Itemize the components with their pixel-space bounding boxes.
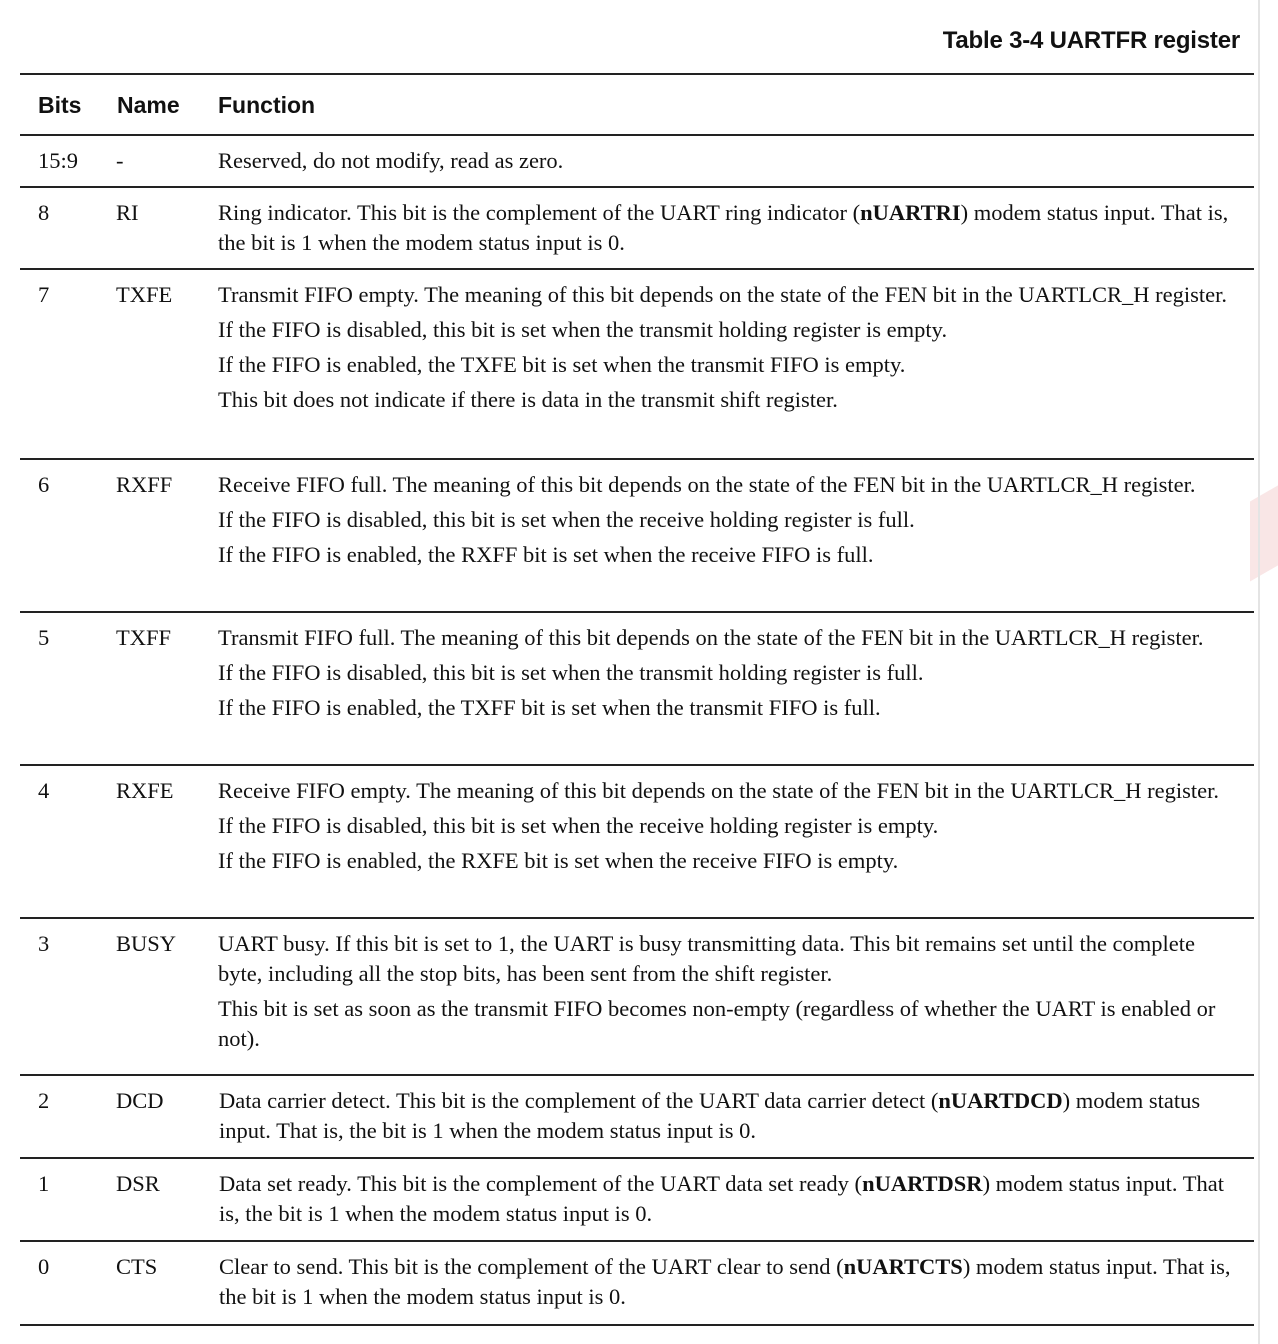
text-segment: ) modem status input. That is, the bit is 1 when the modem status input is 0. xyxy=(219,1171,1224,1226)
function-paragraph: This bit is set as soon as the transmit FIFO becomes non-empty (regardless of whether the UART is enabled or not). xyxy=(218,996,1216,1051)
text-segment: ) modem status input. That is, the bit is 1 when the modem status input is 0. xyxy=(219,1254,1231,1309)
function-paragraph: Transmit FIFO empty. The meaning of this bit depends on the state of the FEN bit in the UARTLCR_H register. xyxy=(218,282,1227,307)
header-bits: Bits xyxy=(38,92,82,118)
cell-function xyxy=(218,270,1254,415)
cell-function xyxy=(218,613,1254,723)
cell-name: CTS xyxy=(116,1254,158,1279)
cell-name: DCD xyxy=(116,1088,164,1113)
cell-bits: 6 xyxy=(38,472,50,497)
cell-name: RXFE xyxy=(116,778,174,803)
cell-bits: 15:9 xyxy=(38,148,79,173)
register-table xyxy=(20,73,1254,1326)
function-paragraph: If the FIFO is disabled, this bit is set when the receive holding register is full. xyxy=(218,507,915,532)
function-paragraph xyxy=(218,198,1244,258)
cell-bits: 2 xyxy=(38,1088,50,1113)
table-row xyxy=(20,188,1254,270)
cell-bits: 4 xyxy=(38,778,50,803)
cell-bits: 0 xyxy=(38,1254,50,1279)
cell-bits: 7 xyxy=(38,282,50,307)
table-row xyxy=(20,1076,1254,1159)
table-row xyxy=(20,1159,1254,1242)
cell-bits: 3 xyxy=(38,931,50,956)
cell-function xyxy=(218,188,1254,258)
cell-function xyxy=(218,460,1254,570)
function-paragraph xyxy=(219,1252,1244,1312)
text-segment: ) modem status input. That is, the bit is 1 when the modem status input is 0. xyxy=(219,1088,1201,1143)
text-segment: Clear to send. This bit is the complement of the UART clear to send ( xyxy=(219,1254,844,1279)
text-segment: ) modem status input. That is, the bit is 1 when the modem status input is 0. xyxy=(218,200,1229,255)
function-paragraph: If the FIFO is disabled, this bit is set when the receive holding register is empty. xyxy=(218,813,939,838)
text-segment: Ring indicator. This bit is the complement of the UART ring indicator ( xyxy=(218,200,861,225)
table-title: Table 3-4 UARTFR register xyxy=(942,27,1240,54)
cell-name: TXFE xyxy=(116,282,173,307)
cell-bits: 1 xyxy=(38,1171,50,1196)
cell-name: RI xyxy=(116,200,139,225)
function-paragraph: If the FIFO is enabled, the RXFF bit is set when the receive FIFO is full. xyxy=(218,542,874,567)
table-header xyxy=(20,73,1254,136)
cell-name: - xyxy=(116,148,124,173)
function-paragraph: If the FIFO is enabled, the TXFE bit is set when the transmit FIFO is empty. xyxy=(218,352,906,377)
table-body xyxy=(20,136,1254,1326)
table-row xyxy=(20,460,1254,613)
function-paragraph: Receive FIFO empty. The meaning of this bit depends on the state of the FEN bit in the UARTLCR_H register. xyxy=(218,778,1219,803)
page-edge xyxy=(1258,0,1260,1344)
function-paragraph xyxy=(219,1169,1244,1229)
function-paragraph: If the FIFO is enabled, the RXFE bit is set when the receive FIFO is empty. xyxy=(218,848,899,873)
function-paragraph: UART busy. If this bit is set to 1, the UART is busy transmitting data. This bit remains set until the complete byte, including all the stop bits, has been sent from the shift register. xyxy=(218,931,1196,986)
cell-function xyxy=(219,1242,1254,1312)
function-paragraph: Transmit FIFO full. The meaning of this bit depends on the state of the FEN bit in the UARTLCR_H register. xyxy=(218,625,1204,650)
cell-name: DSR xyxy=(116,1171,160,1196)
function-paragraph: If the FIFO is enabled, the TXFF bit is set when the transmit FIFO is full. xyxy=(218,695,881,720)
table-row xyxy=(20,766,1254,919)
cell-name: BUSY xyxy=(116,931,177,956)
function-paragraph xyxy=(219,1086,1244,1146)
table-row xyxy=(20,136,1254,188)
header-function: Function xyxy=(218,92,316,118)
cell-function xyxy=(218,136,1254,176)
cell-function xyxy=(219,1076,1254,1146)
signal-name: nUARTCTS xyxy=(843,1254,963,1279)
cell-function xyxy=(218,766,1254,876)
function-paragraph: Receive FIFO full. The meaning of this bit depends on the state of the FEN bit in the UARTLCR_H register. xyxy=(218,472,1196,497)
table-row xyxy=(20,613,1254,766)
header-name: Name xyxy=(117,92,180,118)
function-paragraph: This bit does not indicate if there is data in the transmit shift register. xyxy=(218,387,838,412)
text-segment: Data set ready. This bit is the complement of the UART data set ready ( xyxy=(219,1171,863,1196)
function-paragraph: If the FIFO is disabled, this bit is set when the transmit holding register is empty. xyxy=(218,317,948,342)
cell-name: RXFF xyxy=(116,472,173,497)
signal-name: nUARTDCD xyxy=(938,1088,1063,1113)
cell-function xyxy=(218,919,1254,1054)
cell-bits: 8 xyxy=(38,200,50,225)
cell-name: TXFF xyxy=(116,625,172,650)
cell-function xyxy=(219,1159,1254,1229)
cell-bits: 5 xyxy=(38,625,50,650)
table-row xyxy=(20,1242,1254,1326)
table-row xyxy=(20,270,1254,460)
signal-name: nUARTRI xyxy=(860,200,961,225)
function-paragraph: Reserved, do not modify, read as zero. xyxy=(218,148,564,173)
text-segment: Data carrier detect. This bit is the complement of the UART data carrier detect ( xyxy=(219,1088,939,1113)
function-paragraph: If the FIFO is disabled, this bit is set when the transmit holding register is full. xyxy=(218,660,924,685)
watermark xyxy=(1250,478,1278,581)
table-row xyxy=(20,919,1254,1076)
signal-name: nUARTDSR xyxy=(862,1171,983,1196)
